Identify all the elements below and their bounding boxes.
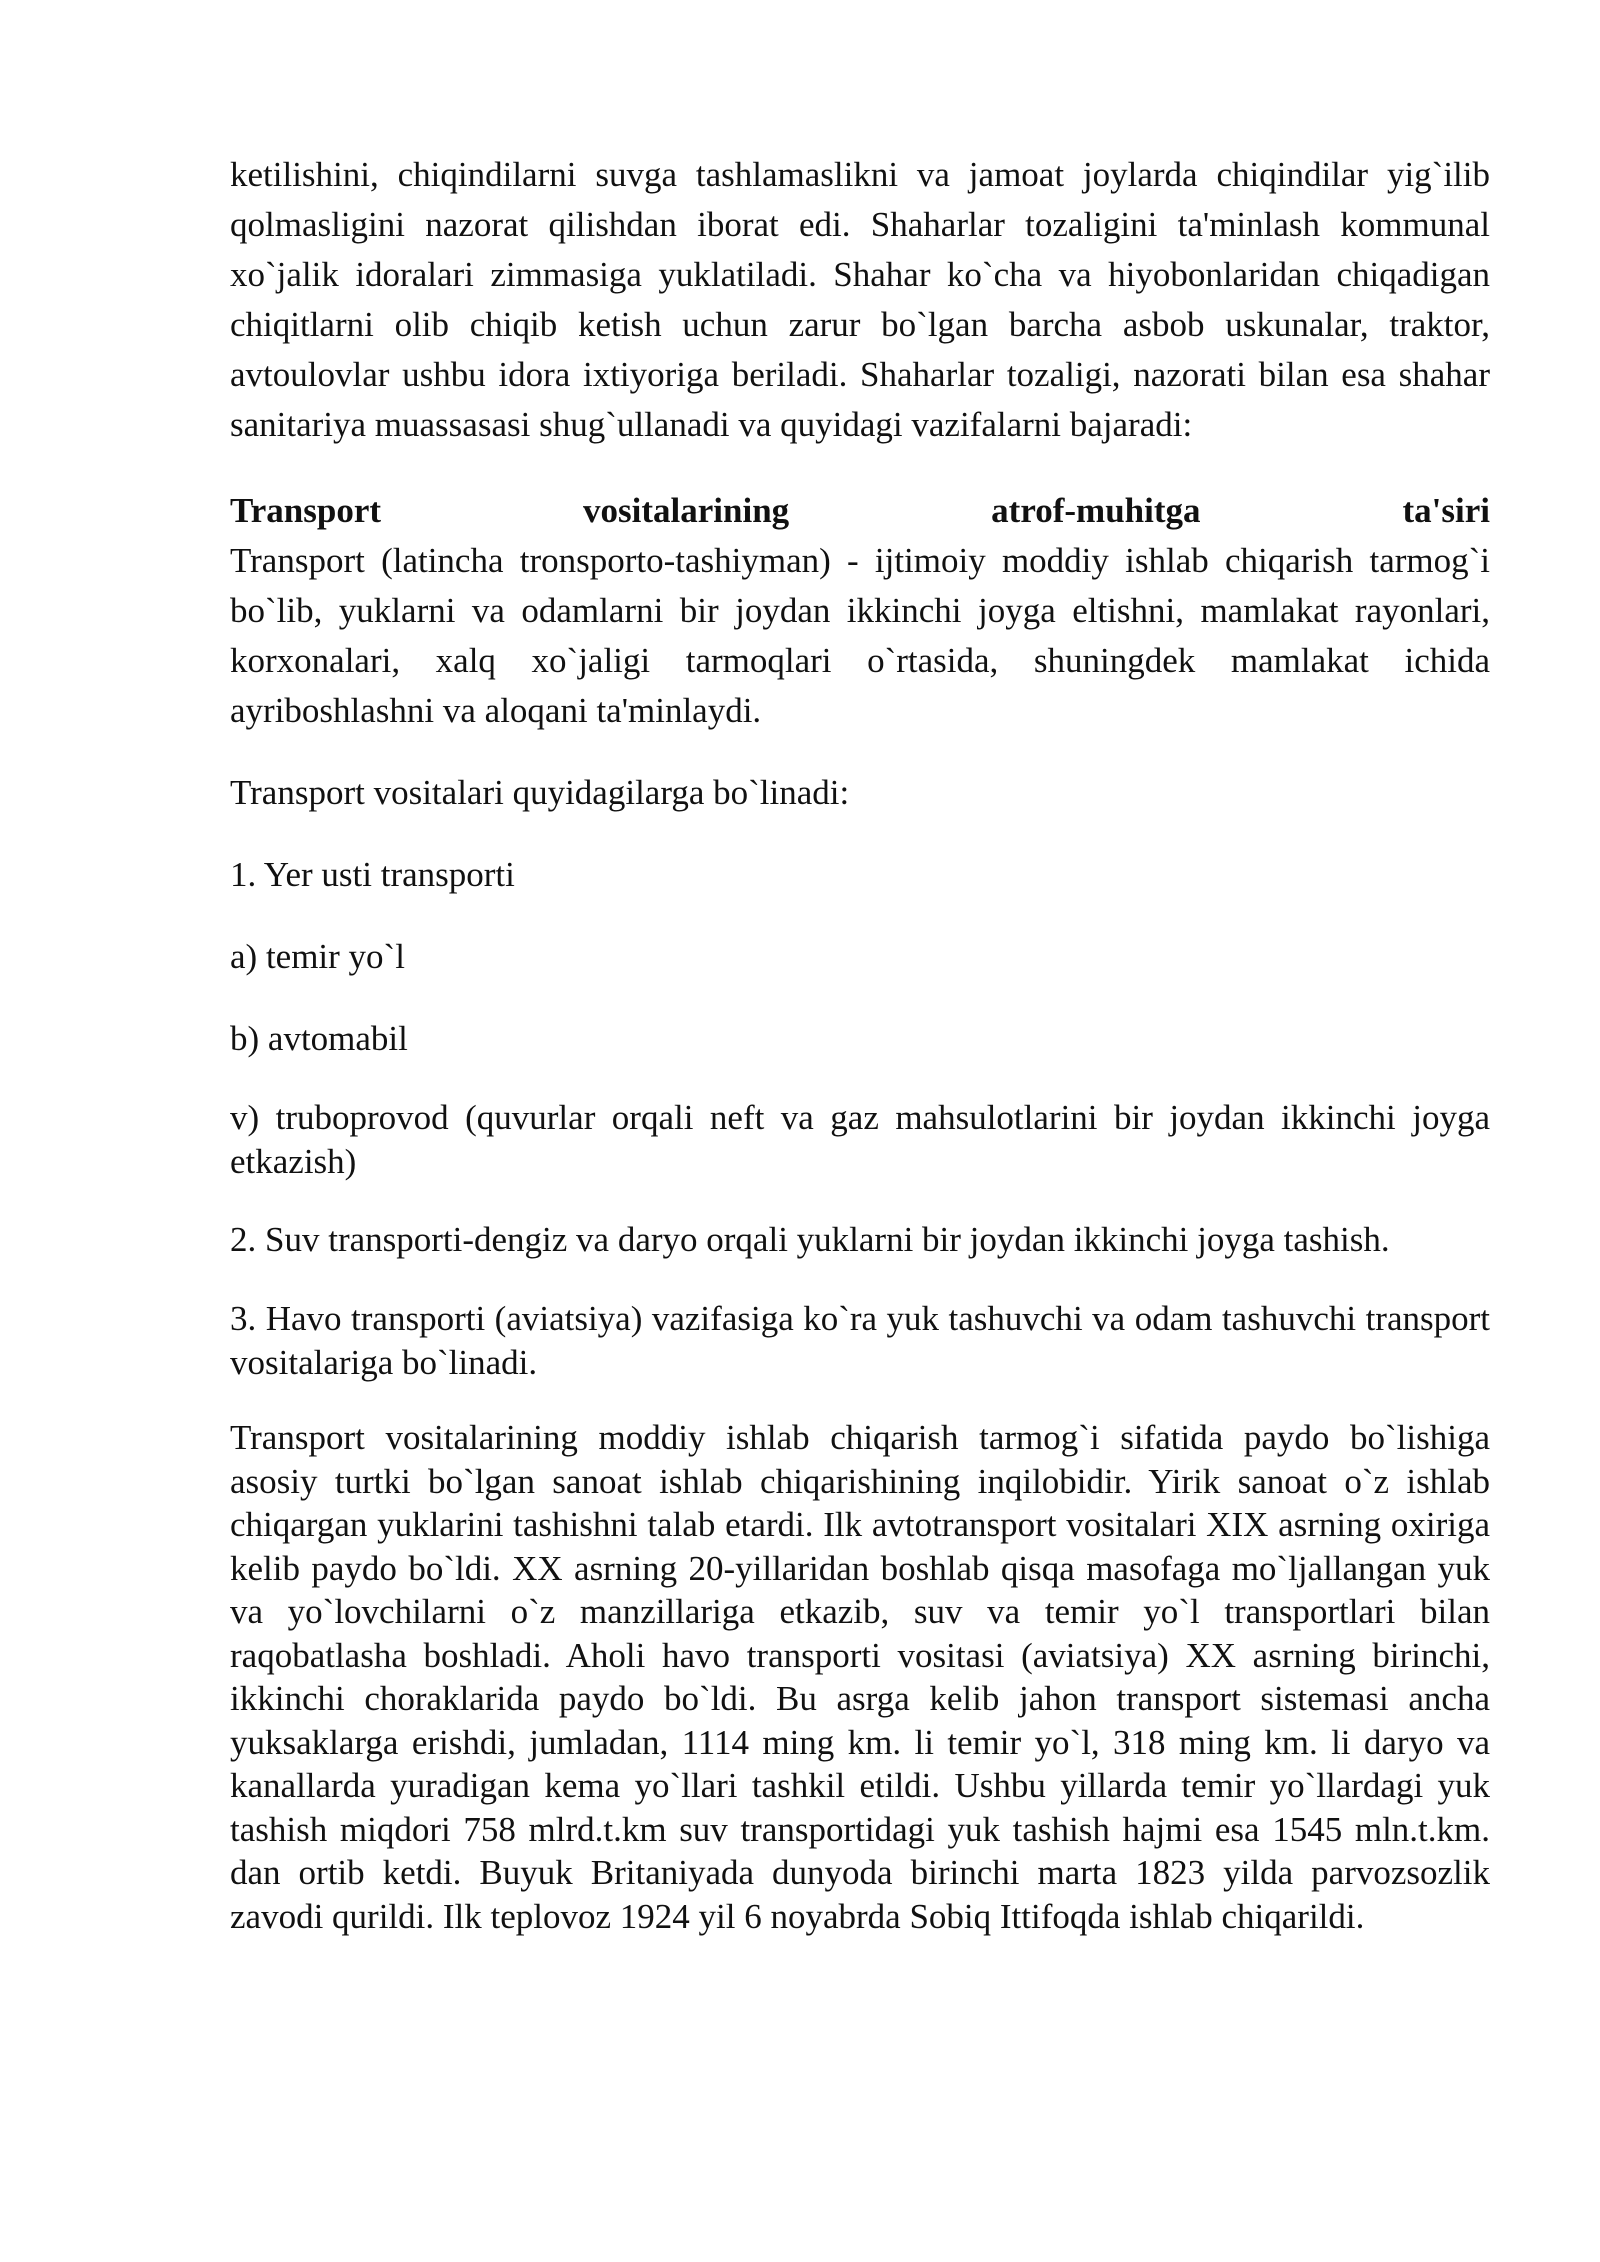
document-page [230,150,1490,1938]
list-item-2: 2. Suv transporti-dengiz va daryo orqali yuklarni bir joydan ikkinchi joyga tashish. [230,1220,1390,1259]
list-item-1a: a) temir yo`l [230,937,405,976]
intro-paragraph: ketilishini, chiqindilarni suvga tashlamaslikni va jamoat joylarda chiqindilar yig`ilib qolmasligini nazorat qilishdan iborat edi. Shaharlar tozaligini ta'minlash kommunal xo`jalik idoralari zimmasiga yuklatiladi. Shahar ko`cha va hiyobonlaridan chiqadigan chiqitlarni olib chiqib ketish uchun zarur bo`lgan barcha asbob uskunalar, traktor, avtoulovlar ushbu idora ixtiyoriga beriladi. Shaharlar tozaligi, nazorati bilan esa shahar sanitariya muassasasi shug`ullanadi va quyidagi vazifalarni bajaradi: [230,155,1490,444]
types-intro: Transport vositalari quyidagilarga bo`linadi: [230,773,850,812]
list-item-3: 3. Havo transporti (aviatsiya) vazifasiga ko`ra yuk tashuvchi va odam tashuvchi transport vositalariga bo`linadi. [230,1299,1490,1382]
list-item-1v: v) truboprovod (quvurlar orqali neft va gaz mahsulotlarini bir joydan ikkinchi joyga etkazish) [230,1098,1490,1181]
history-paragraph: Transport vositalarining moddiy ishlab chiqarish tarmog`i sifatida paydo bo`lishiga asosiy turtki bo`lgan sanoat ishlab chiqarishining inqilobidir. Yirik sanoat o`z ishlab chiqargan yuklarini tashishni talab etardi. Ilk avtotransport vositalari XIX asrning oxiriga kelib paydo bo`ldi. XX asrning 20-yillaridan boshlab qisqa masofaga mo`ljallangan yuk va yo`lovchilarni o`z manzillariga etkazib, suv va temir yo`l transportlari bilan raqobatlasha boshladi. Aholi havo transporti vositasi (aviatsiya) XX asrning birinchi, ikkinchi choraklarida paydo bo`ldi. Bu asrga kelib jahon transport sistemasi ancha yuksaklarga erishdi, jumladan, 1114 ming km. li temir yo`l, 318 ming km. li daryo va kanallarda yuradigan kema yo`llari tashkil etildi. Ushbu yillarda temir yo`llardagi yuk tashish miqdori 758 mlrd.t.km suv transportidagi yuk tashish hajmi esa 1545 mln.t.km. dan ortib ketdi. Buyuk Britaniyada dunyoda birinchi marta 1823 yilda parvozsozlik zavodi qurildi. Ilk teplovoz 1924 yil 6 noyabrda Sobiq Ittifoqda ishlab chiqarildi. [230,1418,1490,1936]
section-heading: Transport vositalarining atrof-muhitga ta'siri [230,491,1490,530]
definition-paragraph: Transport (latincha tronsporto-tashiyman) - ijtimoiy moddiy ishlab chiqarish tarmog`i bo`lib, yuklarni va odamlarni bir joydan ikkinchi joyga eltishni, mamlakat rayonlari, korxonalari, xalq xo`jaligi tarmoqlari o`rtasida, shuningdek mamlakat ichida ayriboshlashni va aloqani ta'minlaydi. [230,541,1490,730]
list-item-1b: b) avtomabil [230,1019,408,1058]
list-item-1: 1. Yer usti transporti [230,855,515,894]
